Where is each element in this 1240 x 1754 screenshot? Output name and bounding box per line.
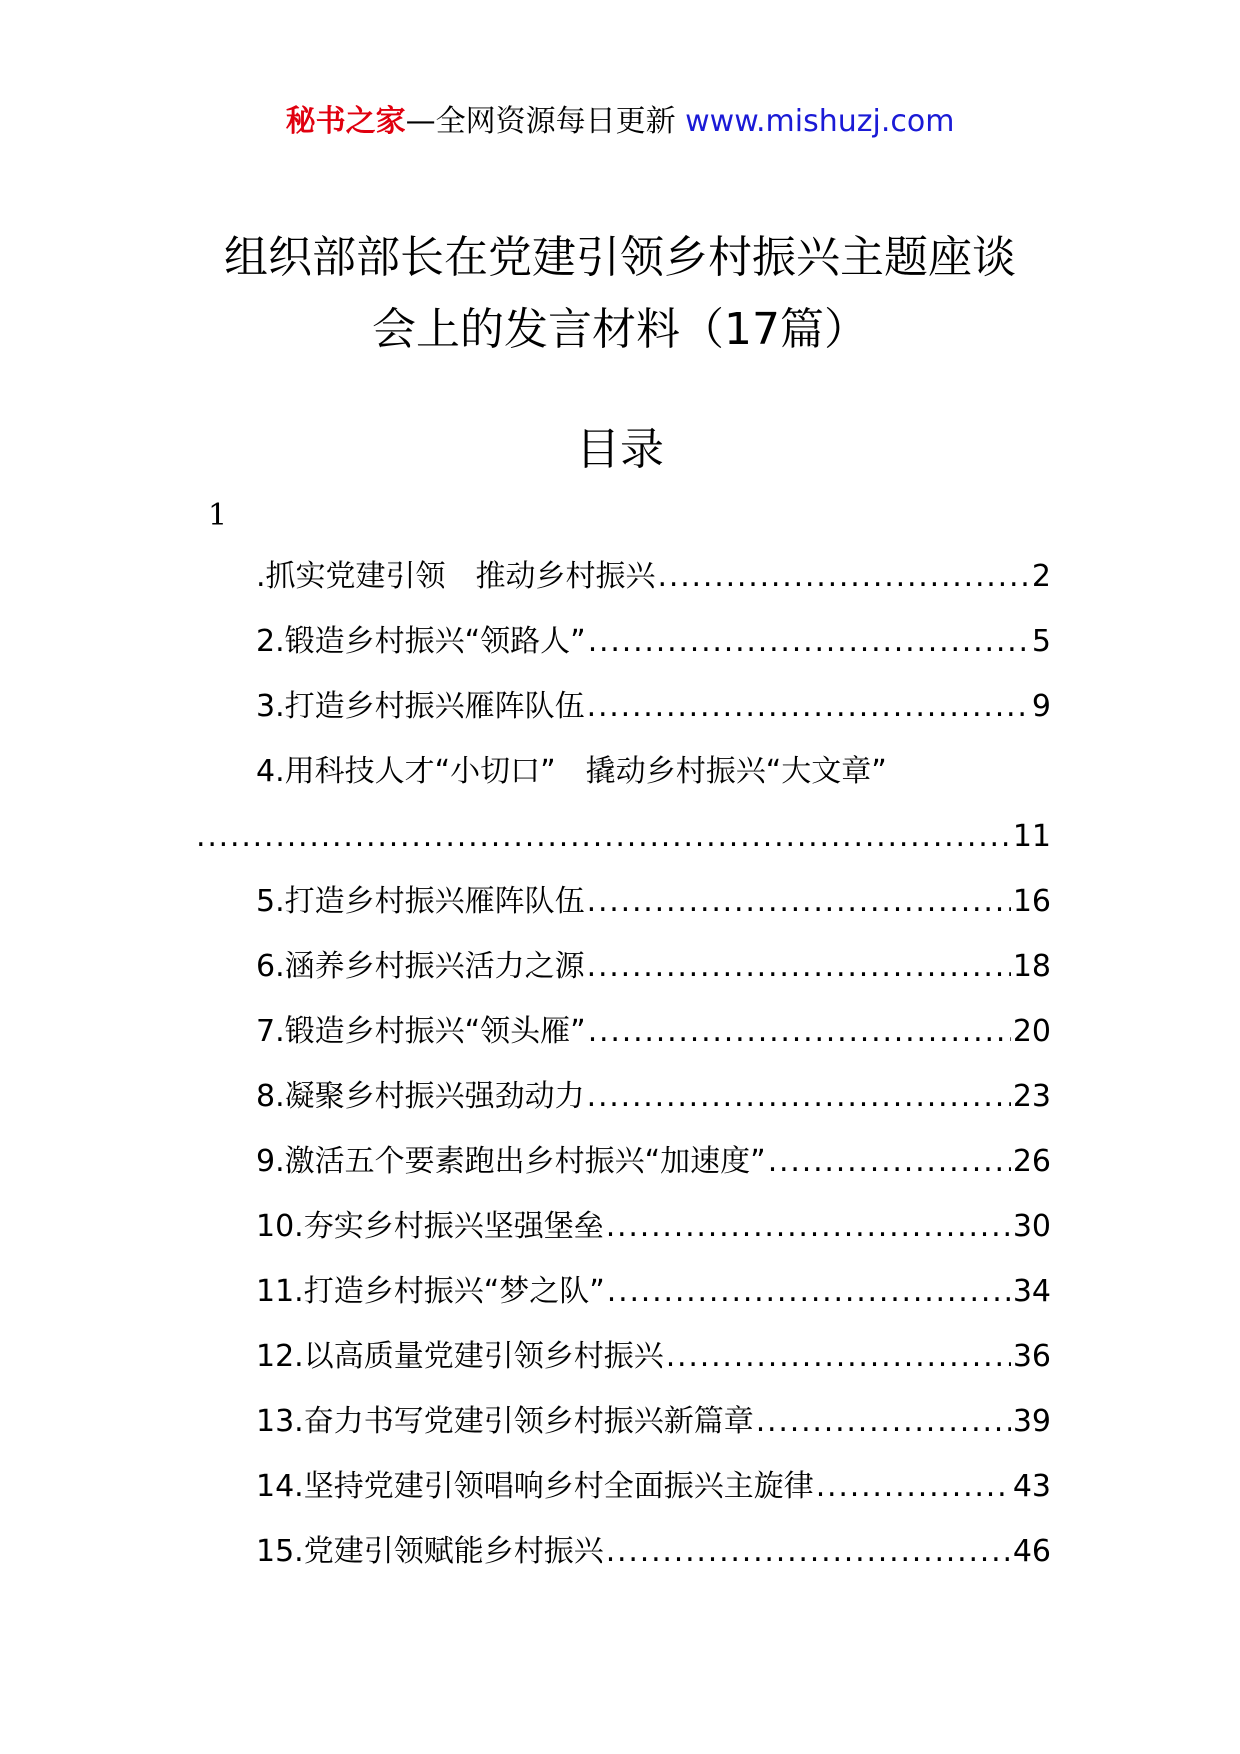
toc-item-page: 9 (1031, 689, 1051, 724)
toc-item-page: 11 (1012, 819, 1051, 854)
toc-item-title: 5.打造乡村振兴雁阵队伍 (256, 884, 585, 919)
toc-item[interactable] (256, 1532, 1051, 1597)
toc-leader-dots (768, 1142, 1011, 1182)
toc-leader-dots (607, 1272, 1011, 1312)
toc-leader-dots (587, 882, 1011, 922)
toc-item[interactable] (256, 752, 1051, 817)
toc-heading: 目录 (576, 424, 664, 475)
toc-item-page: 20 (1012, 1014, 1051, 1049)
toc-leader-dots (658, 557, 1030, 597)
toc-leader-dots (587, 1077, 1011, 1117)
toc-leader-dots (756, 1402, 1011, 1442)
toc-item-page: 30 (1012, 1209, 1051, 1244)
toc-leader-dots (666, 1337, 1011, 1377)
toc-item-page: 23 (1012, 1079, 1051, 1114)
toc-leader-dots (816, 1467, 1011, 1507)
toc-item[interactable] (256, 557, 1051, 622)
toc-item-title: 2.锻造乡村振兴“领路人” (256, 624, 586, 659)
toc-item-title: 15.党建引领赋能乡村振兴 (256, 1534, 604, 1569)
toc-item-page: 36 (1012, 1339, 1051, 1374)
brand-name: 秘书之家 (285, 104, 406, 139)
toc-item[interactable] (256, 1402, 1051, 1467)
site-header (0, 100, 1240, 144)
toc-item-page: 16 (1012, 884, 1051, 919)
toc-item-page: 18 (1012, 949, 1051, 984)
toc-leader-dots (587, 947, 1011, 987)
toc-item-title: 3.打造乡村振兴雁阵队伍 (256, 689, 585, 724)
toc-leader-dots (587, 687, 1030, 727)
toc-item-title: 6.涵养乡村振兴活力之源 (256, 949, 585, 984)
toc-item-title: 4.用科技人才“小切口” 撬动乡村振兴“大文章” (256, 754, 887, 789)
toc-item-title: 8.凝聚乡村振兴强劲动力 (256, 1079, 585, 1114)
toc-lead-number: 1 (208, 498, 228, 533)
toc-item-title: 9.激活五个要素跑出乡村振兴“加速度” (256, 1144, 766, 1179)
toc-item[interactable] (256, 1207, 1051, 1272)
toc-item[interactable] (256, 882, 1051, 947)
toc-item-page: 39 (1012, 1404, 1051, 1439)
toc-item-page: 2 (1031, 559, 1051, 594)
header-tagline: —全网资源每日更新 (405, 104, 676, 139)
title-line-1: 组织部部长在党建引领乡村振兴主题座谈 (224, 232, 1016, 283)
document-title (0, 222, 1240, 366)
toc-item[interactable] (256, 1337, 1051, 1402)
toc-leader-dots (606, 1532, 1011, 1572)
toc-item-title: 14.坚持党建引领唱响乡村全面振兴主旋律 (256, 1469, 814, 1504)
toc-item-title: 12.以高质量党建引领乡村振兴 (256, 1339, 664, 1374)
toc-item[interactable] (256, 1272, 1051, 1337)
toc-leader-dots (588, 1012, 1011, 1052)
toc-item[interactable] (256, 687, 1051, 752)
toc-item-page: 5 (1031, 624, 1051, 659)
toc-item-title: 11.打造乡村振兴“梦之队” (256, 1274, 605, 1309)
toc-leader-dots (606, 1207, 1011, 1247)
toc-leader-dots (196, 817, 1011, 857)
table-of-contents (256, 557, 1051, 1597)
title-line-2: 会上的发言材料（17篇） (372, 304, 868, 355)
toc-item[interactable] (256, 947, 1051, 1012)
toc-item[interactable] (256, 1012, 1051, 1077)
toc-item-continuation[interactable] (194, 817, 1051, 882)
toc-item-page: 26 (1012, 1144, 1051, 1179)
toc-item-title: .抓实党建引领 推动乡村振兴 (256, 559, 656, 594)
toc-item[interactable] (256, 1467, 1051, 1532)
toc-item-page: 46 (1012, 1534, 1051, 1569)
toc-item[interactable] (256, 1077, 1051, 1142)
toc-item-title: 13.奋力书写党建引领乡村振兴新篇章 (256, 1404, 754, 1439)
toc-item-page: 43 (1012, 1469, 1051, 1504)
toc-item-page: 34 (1012, 1274, 1051, 1309)
toc-leader-dots (588, 622, 1030, 662)
toc-item[interactable] (256, 1142, 1051, 1207)
toc-item[interactable] (256, 622, 1051, 687)
toc-item-title: 7.锻造乡村振兴“领头雁” (256, 1014, 586, 1049)
site-url-link[interactable]: www.mishuzj.com (685, 104, 955, 139)
toc-item-title: 10.夯实乡村振兴坚强堡垒 (256, 1209, 604, 1244)
